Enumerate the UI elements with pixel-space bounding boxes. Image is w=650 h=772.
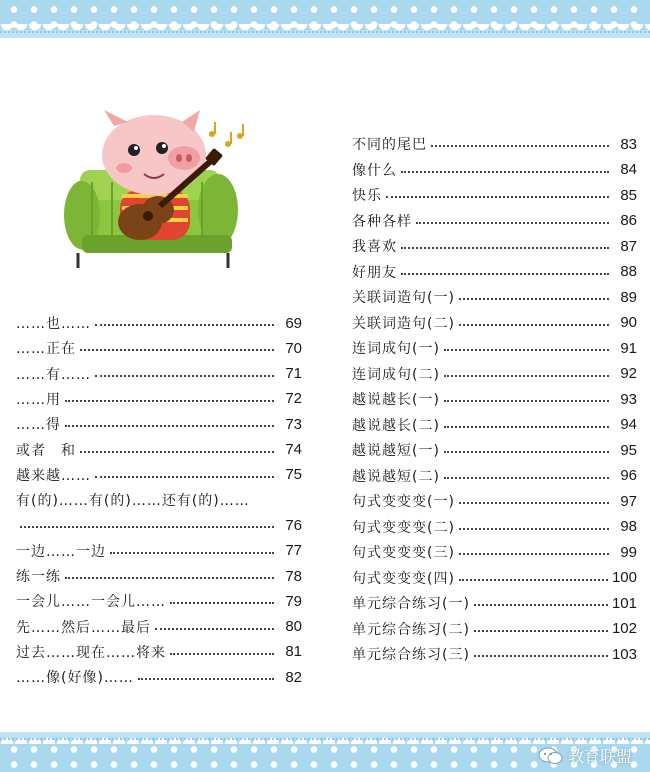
toc-entry-title: 像什么 (352, 162, 397, 179)
toc-entry-page: 77 (285, 542, 302, 560)
toc-entry (16, 311, 302, 335)
toc-leader-dots (386, 186, 609, 198)
toc-entry-page: 83 (620, 135, 637, 153)
toc-entry (352, 234, 637, 258)
toc-leader-dots (444, 365, 609, 377)
toc-entry-page: 82 (285, 668, 302, 686)
toc-entry-title: 不同的尾巴 (352, 137, 427, 153)
wechat-icon (538, 746, 564, 766)
toc-leader-dots (20, 516, 274, 528)
toc-leader-dots (431, 135, 609, 147)
toc-entry (16, 539, 302, 563)
toc-entry-title: 单元综合练习(二) (352, 621, 470, 638)
toc-entry (16, 412, 302, 436)
toc-entry-page: 78 (285, 567, 302, 585)
toc-leader-dots (459, 314, 609, 326)
toc-entry (352, 132, 637, 156)
toc-entry-title: 越说越长(一) (352, 392, 440, 408)
toc-entry (16, 513, 302, 537)
watermark-text: 教育联盟 (567, 747, 632, 766)
toc-leader-dots (474, 620, 608, 632)
toc-entry-title: 一会儿……一会儿…… (16, 594, 166, 611)
toc-entry-page: 99 (620, 543, 637, 561)
toc-leader-dots (95, 365, 274, 377)
toc-entry-title: 单元综合练习(三) (352, 647, 470, 663)
toc-entry-page: 76 (285, 516, 302, 534)
toc-entry-title: 过去……现在……将来 (16, 644, 166, 661)
toc-leader-dots (65, 567, 274, 579)
toc-entry-title: ……用 (16, 391, 61, 408)
toc-leader-dots (170, 592, 274, 604)
toc-entry (352, 540, 637, 564)
toc-entry-page: 81 (285, 643, 302, 661)
toc-entry-page: 92 (620, 365, 637, 382)
toc-entry-title: ……正在 (16, 341, 76, 358)
toc-leader-dots (444, 467, 609, 479)
toc-entry-title: 越来越…… (16, 467, 91, 484)
toc-entry (352, 642, 637, 666)
toc-entry (352, 209, 637, 233)
toc-entry (352, 285, 637, 309)
toc-entry (352, 489, 637, 513)
toc-leader-dots (155, 618, 274, 630)
toc-entry-page: 72 (285, 390, 302, 408)
toc-entry-page: 85 (620, 186, 637, 204)
toc-leader-dots (474, 645, 608, 657)
toc-entry (352, 566, 637, 590)
toc-leader-dots (401, 161, 609, 173)
toc-leader-dots (444, 416, 609, 428)
toc-leader-dots (95, 314, 274, 326)
toc-entry-title: 各种各样 (352, 213, 412, 230)
toc-entry (352, 515, 637, 539)
toc-entry-page: 91 (620, 339, 637, 357)
toc-entry-page: 73 (285, 415, 302, 433)
toc-entry-title: 关联词造句(一) (352, 290, 455, 306)
toc-entry-page: 93 (620, 390, 637, 408)
toc-leader-dots (80, 441, 274, 453)
toc-entry-title: 越说越长(二) (352, 417, 440, 434)
toc-entry-title: 句式变变变(三) (352, 545, 455, 561)
toc-entry-page: 103 (611, 645, 637, 663)
toc-entry (352, 413, 637, 437)
toc-entry-title: ……有…… (16, 366, 91, 383)
toc-entry-page: 69 (285, 314, 302, 332)
toc-entry-title: 一边……一边 (16, 543, 106, 560)
toc-leader-dots (444, 441, 609, 453)
toc-leader-dots (416, 212, 609, 224)
toc-entry (352, 336, 637, 360)
toc-entry-title: 单元综合练习(一) (352, 596, 470, 612)
toc-entry-title: 句式变变变(二) (352, 519, 455, 536)
toc-entry (16, 336, 302, 360)
toc-leader-dots (459, 569, 608, 581)
toc-entry (352, 362, 637, 386)
toc-entry-title: 我喜欢 (352, 239, 397, 255)
toc-entry-title: 先……然后……最后 (16, 619, 151, 636)
toc-entry-page: 98 (620, 518, 637, 535)
toc-leader-dots (65, 390, 274, 402)
toc-entry (16, 564, 302, 588)
toc-entry-title: 快乐 (352, 188, 382, 204)
toc-leader-dots (459, 492, 609, 504)
toc-leader-dots (444, 390, 609, 402)
toc-entry-page: 70 (285, 339, 302, 357)
toc-entry (352, 158, 637, 182)
toc-entry-page: 101 (611, 594, 637, 612)
top-lace (0, 24, 650, 38)
toc-entry-title: 越说越短(二) (352, 468, 440, 485)
toc-entry (352, 617, 637, 641)
toc-entry-page: 96 (620, 467, 637, 484)
toc-entry (352, 591, 637, 615)
toc-entry-title: 句式变变变(一) (352, 494, 455, 510)
toc-entry (16, 438, 302, 462)
toc-entry-title: ……像(好像)…… (16, 670, 134, 687)
toc-entry-page: 94 (620, 416, 637, 433)
toc-entry-page: 100 (611, 569, 637, 586)
toc-entry-title: 练一练 (16, 569, 61, 585)
toc-entry (352, 260, 637, 284)
toc-entry-page: 102 (611, 620, 637, 637)
pig-guitar-illustration (62, 110, 252, 275)
toc-leader-dots (138, 668, 274, 680)
toc-entry-page: 90 (620, 314, 637, 331)
toc-entry (352, 387, 637, 411)
toc-entry (16, 387, 302, 411)
toc-entry (16, 362, 302, 386)
toc-leader-dots (459, 288, 609, 300)
toc-leader-dots (401, 263, 609, 275)
toc-entry-title: 连词成句(一) (352, 341, 440, 357)
toc-entry (352, 311, 637, 335)
toc-leader-dots (474, 594, 608, 606)
toc-entry-title: 越说越短(一) (352, 443, 440, 459)
toc-entry-title: 关联词造句(二) (352, 315, 455, 332)
toc-entry-title: 连词成句(二) (352, 366, 440, 383)
toc-entry (352, 464, 637, 488)
toc-entry-page: 97 (620, 492, 637, 510)
bottom-lace (0, 730, 650, 744)
toc-entry-page: 88 (620, 263, 637, 280)
toc-entry (352, 438, 637, 462)
toc-entry-page: 84 (620, 161, 637, 178)
toc-entry (16, 615, 302, 639)
toc-entry (16, 488, 302, 512)
toc-entry (16, 589, 302, 613)
music-note-icon (209, 122, 243, 147)
toc-entry-page: 80 (285, 618, 302, 636)
toc-entry-title: 好朋友 (352, 264, 397, 281)
toc-entry-title: ……得 (16, 417, 61, 434)
toc-leader-dots (95, 466, 274, 478)
toc-entry-page: 71 (285, 365, 302, 383)
toc-leader-dots (80, 339, 274, 351)
toc-leader-dots (401, 237, 609, 249)
toc-leader-dots (110, 542, 274, 554)
toc-entry (16, 640, 302, 664)
toc-leader-dots (170, 643, 274, 655)
watermark (538, 744, 632, 767)
toc-entry (352, 183, 637, 207)
toc-leader-dots (444, 339, 609, 351)
bottom-lace-line (0, 738, 650, 740)
toc-leader-dots (459, 518, 609, 530)
toc-entry-title: ……也…… (16, 316, 91, 332)
toc-entry (16, 665, 302, 689)
toc-entry-title: 句式变变变(四) (352, 570, 455, 587)
toc-entry-page: 86 (620, 212, 637, 229)
toc-entry-title: 或者 和 (16, 442, 76, 459)
toc-entry-page: 79 (285, 592, 302, 610)
toc-entry-page: 75 (285, 466, 302, 484)
toc-entry-page: 95 (620, 441, 637, 459)
toc-leader-dots (459, 543, 609, 555)
toc-entry-title: 有(的)……有(的)……还有(的)…… (16, 493, 250, 510)
toc-entry-page: 87 (620, 237, 637, 255)
toc-leader-dots (65, 415, 274, 427)
toc-entry-page: 74 (285, 441, 302, 458)
toc-entry-page: 89 (620, 288, 637, 306)
toc-entry (16, 463, 302, 487)
